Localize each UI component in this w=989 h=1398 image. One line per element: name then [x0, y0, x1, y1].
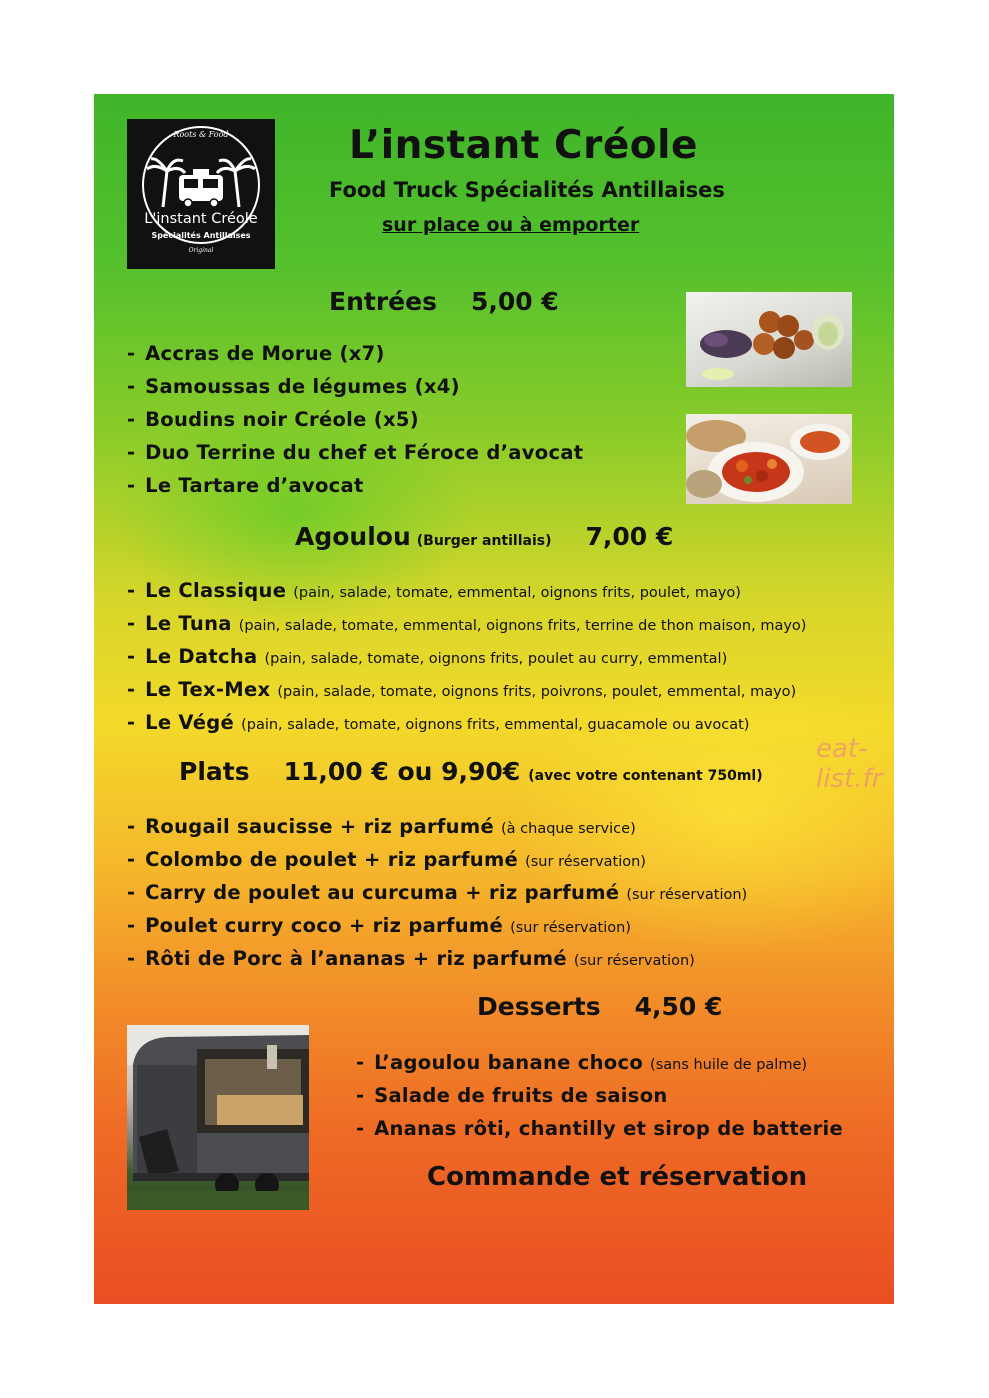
- list-item: - Salade de fruits de saison: [356, 1079, 843, 1112]
- plats-heading: [179, 757, 763, 786]
- list-item: - Accras de Morue (x7): [127, 337, 583, 370]
- desserts-heading: [477, 992, 722, 1021]
- page-subtitle: Food Truck Spécialités Antillaises: [329, 178, 725, 202]
- list-item: - Samoussas de légumes (x4): [127, 370, 583, 403]
- list-item: - Rôti de Porc à l’ananas + riz parfumé (sur réservation): [127, 942, 747, 975]
- list-item: - Le Tartare d’avocat: [127, 469, 583, 502]
- order-call-to-action: Commande et réservation: [427, 1162, 808, 1192]
- dishes-photo: [686, 414, 852, 504]
- agoulou-price: 7,00 €: [585, 522, 674, 551]
- list-item: - Le Classique (pain, salade, tomate, emmental, oignons frits, poulet, mayo): [127, 574, 806, 607]
- plats-list: [127, 810, 747, 975]
- accras-photo: [686, 292, 852, 387]
- watermark: eat-list.fr: [816, 734, 883, 794]
- logo-subtitle: Spécialités Antillaises: [151, 231, 251, 240]
- list-item: - Duo Terrine du chef et Féroce d’avocat: [127, 436, 583, 469]
- list-item: - L’agoulou banane choco (sans huile de palme): [356, 1046, 843, 1079]
- list-item: - Poulet curry coco + riz parfumé (sur réservation): [127, 909, 747, 942]
- plats-price: 11,00 € ou 9,90€: [283, 757, 521, 786]
- list-item: - Rougail saucisse + riz parfumé (à chaque service): [127, 810, 747, 843]
- agoulou-list: [127, 574, 806, 739]
- list-item: - Colombo de poulet + riz parfumé (sur réservation): [127, 843, 747, 876]
- list-item: - Le Datcha (pain, salade, tomate, oignons frits, poulet au curry, emmental): [127, 640, 806, 673]
- list-item: - Le Tex-Mex (pain, salade, tomate, oignons frits, poivrons, poulet, emmental, mayo): [127, 673, 806, 706]
- plats-note: (avec votre contenant 750ml): [528, 768, 763, 784]
- logo-bottom-text: Original: [188, 247, 214, 254]
- logo-name: L'instant Créole: [144, 211, 258, 227]
- desserts-title: Desserts: [477, 992, 601, 1021]
- list-item: - Le Tuna (pain, salade, tomate, emmental, oignons frits, terrine de thon maison, mayo): [127, 607, 806, 640]
- plats-title: Plats: [179, 757, 250, 786]
- entrees-price: 5,00 €: [470, 287, 559, 316]
- entrees-heading: [329, 287, 559, 316]
- list-item: - Boudins noir Créole (x5): [127, 403, 583, 436]
- agoulou-subtitle: (Burger antillais): [416, 533, 552, 549]
- menu-poster: [94, 94, 894, 1304]
- desserts-price: 4,50 €: [634, 992, 723, 1021]
- desserts-list: [356, 1046, 843, 1145]
- list-item: - Le Végé (pain, salade, tomate, oignons frits, emmental, guacamole ou avocat): [127, 706, 806, 739]
- list-item: - Carry de poulet au curcuma + riz parfumé (sur réservation): [127, 876, 747, 909]
- agoulou-title: Agoulou: [295, 522, 411, 551]
- logo-top-text: Roots & Food: [173, 130, 229, 139]
- service-mode: sur place ou à emporter: [382, 214, 640, 236]
- agoulou-heading: [295, 522, 673, 551]
- logo: [127, 119, 275, 269]
- entrees-list: [127, 337, 583, 502]
- entrees-title: Entrées: [329, 287, 437, 316]
- food-truck-photo: [127, 1025, 309, 1210]
- page-title: L’instant Créole: [349, 123, 698, 168]
- list-item: - Ananas rôti, chantilly et sirop de batterie: [356, 1112, 843, 1145]
